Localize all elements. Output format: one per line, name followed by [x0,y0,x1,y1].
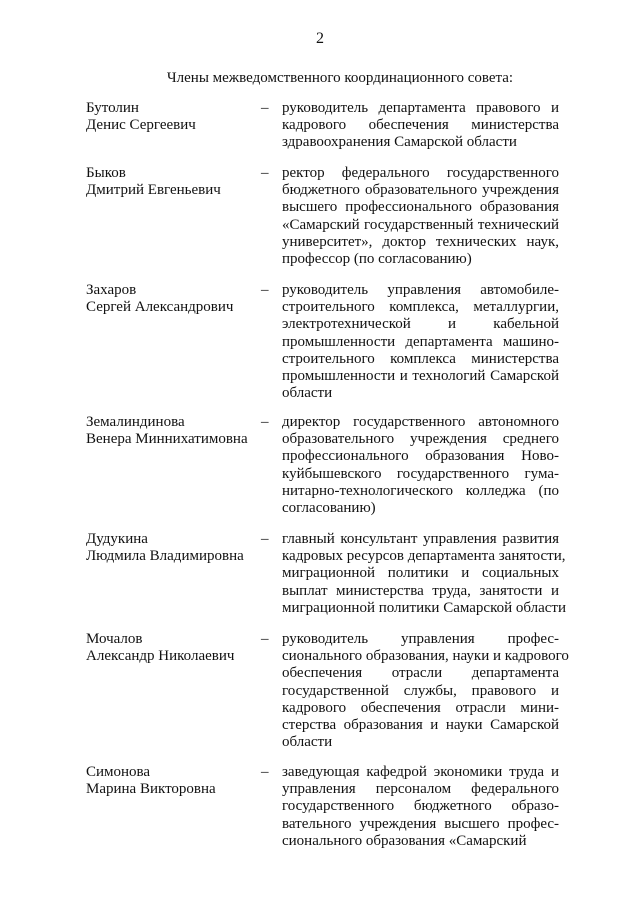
member-surname: Быков [86,165,126,181]
role-line: миграционной политики и социальных [282,565,559,582]
member-given-names: Людмила Владимировна [86,548,244,565]
role-line: кадрового обеспечения отрасли мини- [282,699,559,716]
role-line: руководитель управления профес- [282,631,559,647]
role-line: высшего профессионального образования [282,199,559,216]
member-role [282,764,559,850]
role-line: строительного комплекса, металлургии, [282,299,559,316]
member-dash: – [261,414,269,430]
role-line: руководитель департамента правового и [282,100,559,116]
member-dash: – [261,531,269,547]
member-name [86,414,266,448]
member-role [282,414,559,517]
role-line: вательного учреждения высшего профес- [282,815,559,832]
member-name [86,531,266,565]
role-line: области [282,734,333,751]
role-line: директор государственного автономного [282,414,559,430]
role-line: стерства образования и науки Самарской [282,717,559,734]
member-name [86,764,266,798]
member-given-names: Александр Николаевич [86,648,235,665]
role-line: строительного комплекса министерства [282,350,559,367]
role-line: выплат министерства труда, занятости и [282,582,559,599]
member-surname: Бутолин [86,100,139,116]
member-name [86,282,266,316]
member-surname: Земалиндинова [86,414,185,430]
council-members-heading: Члены межведомственного координационного совета: [166,70,514,86]
role-line: миграционной политики Самарской области [282,599,567,616]
role-line: образовательного учреждения среднего [282,431,559,448]
member-given-names: Венера Миннихатимовна [86,431,248,448]
role-line: университет», доктор технических наук, [282,233,559,250]
page-number: 2 [316,30,324,47]
role-line: обеспечения отрасли департамента [282,665,559,682]
member-role [282,100,559,152]
role-line: сионального образования «Самарский [282,832,527,849]
member-dash: – [261,165,269,181]
role-line: руководитель управления автомобиле- [282,282,559,298]
member-surname: Симонова [86,764,151,780]
member-given-names: Сергей Александрович [86,299,234,316]
member-role [282,282,559,402]
role-line: государственной службы, правового и [282,682,559,699]
member-surname: Захаров [86,282,137,298]
member-dash: – [261,631,269,647]
role-line: профессионального образования Ново- [282,448,559,465]
member-name [86,165,266,199]
role-line: «Самарский государственный технический [282,216,559,233]
member-surname: Мочалов [86,631,143,647]
role-line: бюджетного образовательного учреждения [282,182,559,199]
role-line: промышленности и технологий Самарской [282,368,559,385]
member-surname: Дудукина [86,531,148,547]
role-line: промышленности департамента машино- [282,333,559,350]
member-role [282,165,559,268]
member-name [86,631,266,665]
role-line: кадрового обеспечения министерства [282,117,559,134]
member-given-names: Денис Сергеевич [86,117,196,134]
role-line: куйбышевского государственного гума- [282,465,559,482]
role-line: электротехнической и кабельной [282,316,559,333]
member-role [282,631,569,751]
role-line: заведующая кафедрой экономики труда и [282,764,559,780]
role-line: главный консультант управления развития [282,531,559,547]
role-line: ректор федерального государственного [282,165,559,181]
role-line: государственного бюджетного образо- [282,798,559,815]
member-dash: – [261,764,269,780]
role-line: здравоохранения Самарской области [282,134,517,151]
member-dash: – [261,100,269,116]
member-given-names: Дмитрий Евгеньевич [86,182,221,199]
member-given-names: Марина Викторовна [86,781,216,798]
role-line: управления персоналом федерального [282,781,559,798]
role-line: области [282,385,333,402]
role-line: согласованию) [282,500,376,517]
member-name [86,100,266,134]
role-line: нитарно-технологического колледжа (по [282,482,559,499]
member-dash: – [261,282,269,298]
member-role [282,531,567,617]
role-line: кадровых ресурсов департамента занятости, [282,548,566,565]
role-line: сионального образования, науки и кадрового [282,648,569,665]
role-line: профессор (по согласованию) [282,251,472,268]
